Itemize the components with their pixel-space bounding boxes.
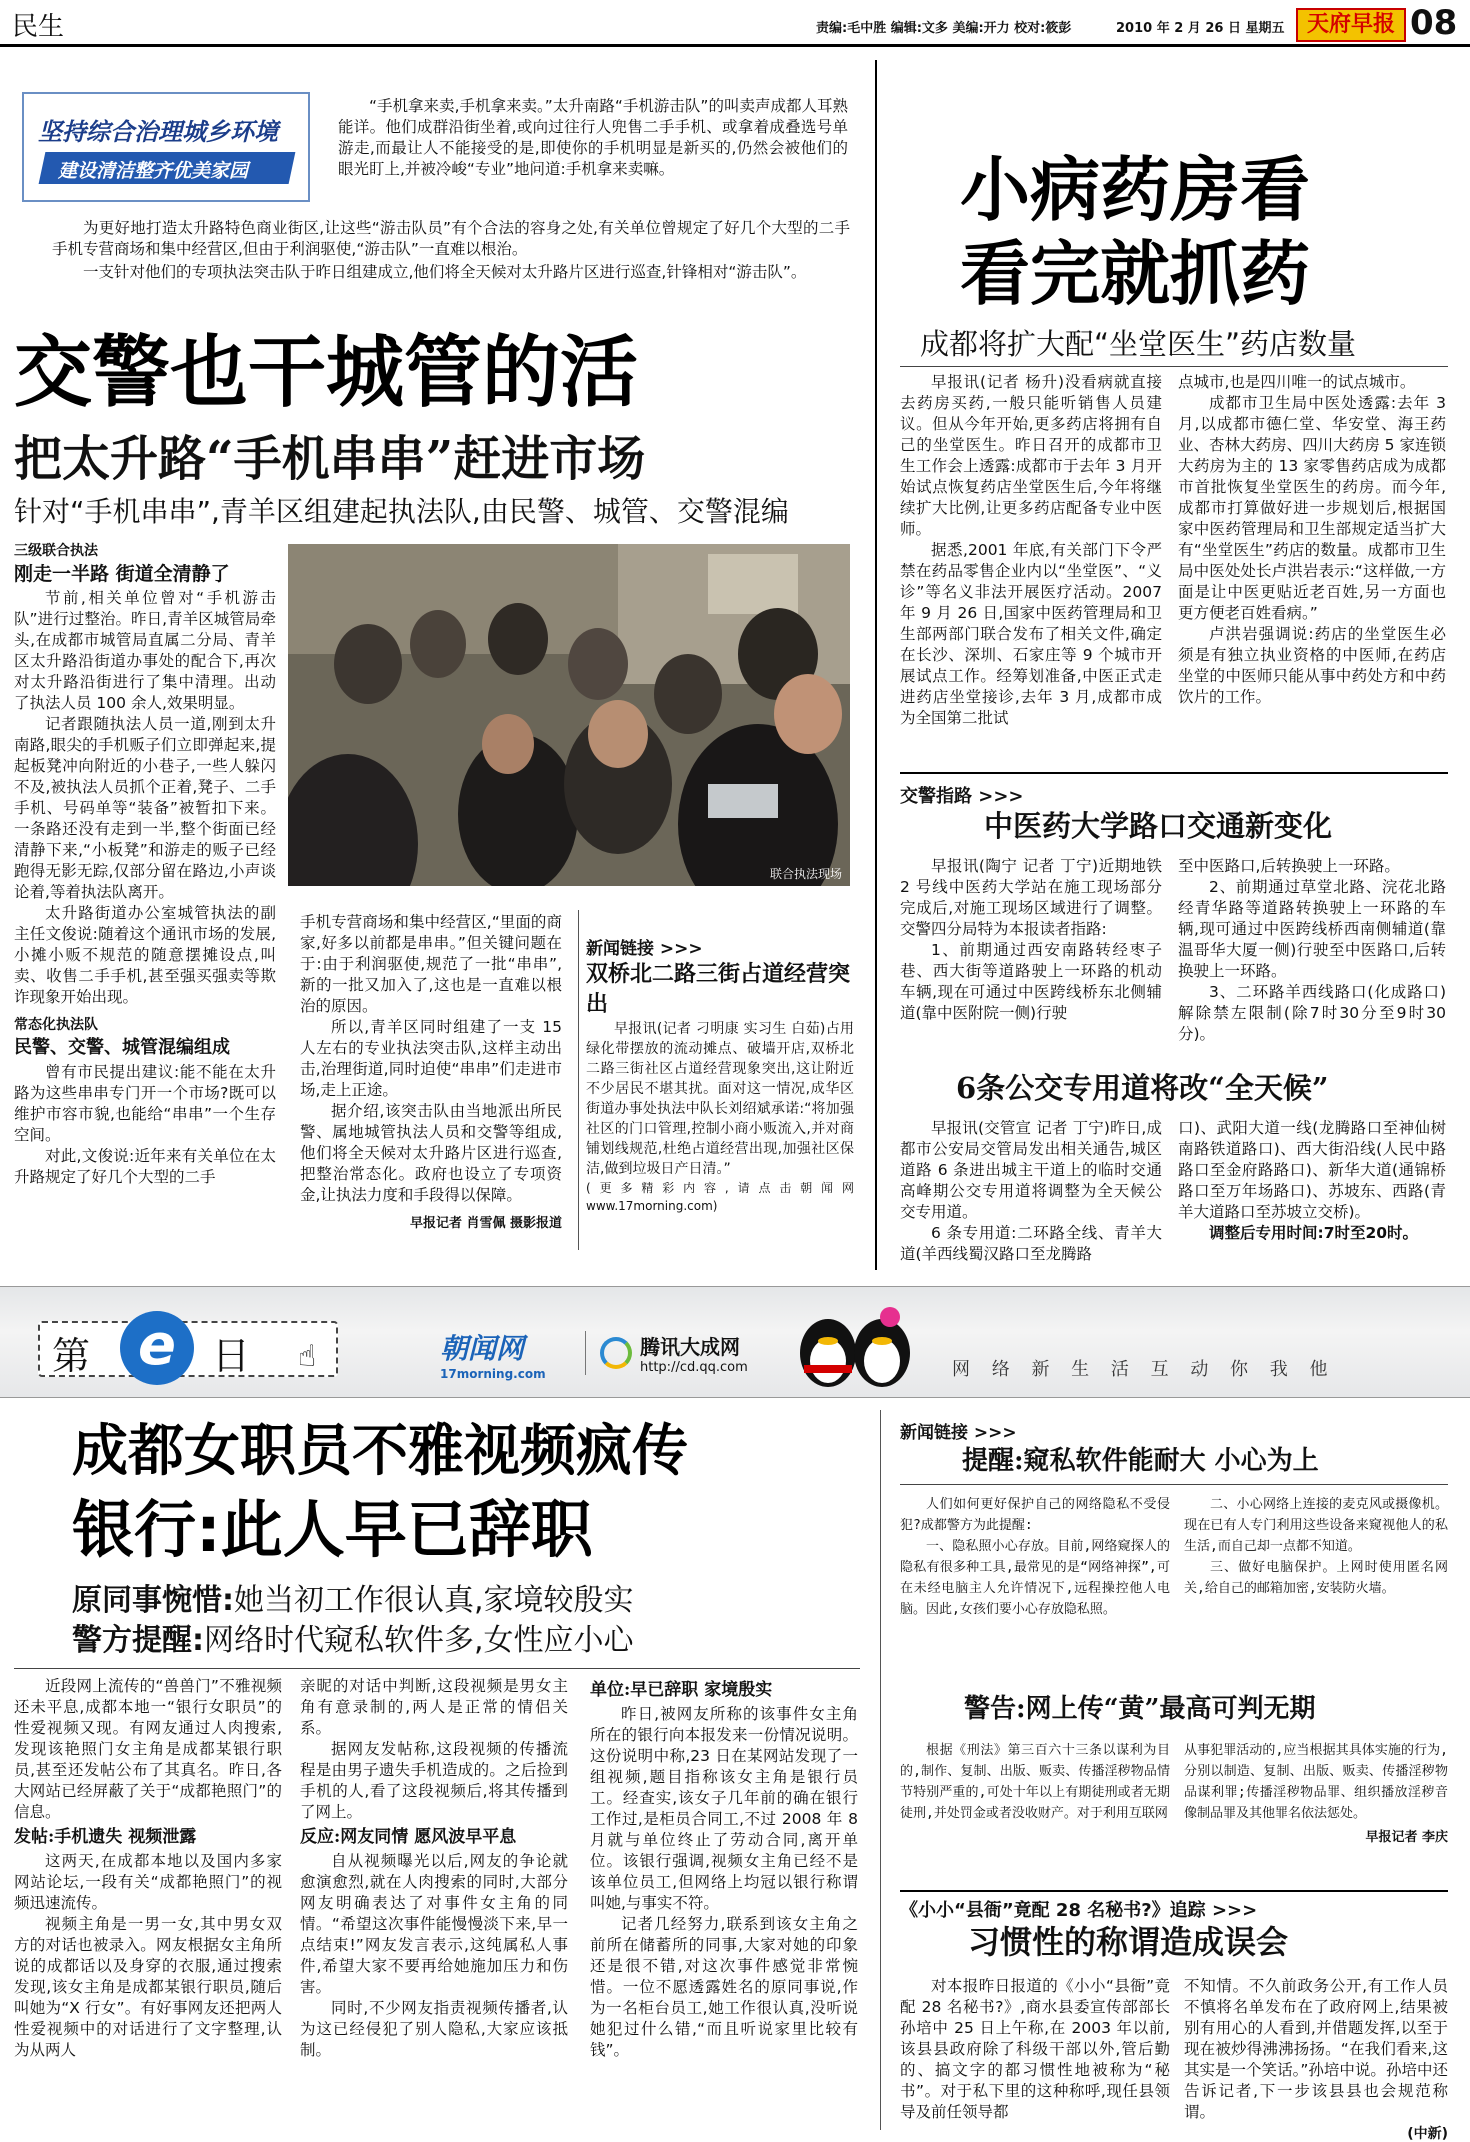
site1-name: 朝闻网 xyxy=(440,1332,525,1365)
story3-deck-1 xyxy=(72,1582,634,1620)
col2-body2: 所以,青羊区同时组建了一支 15 人左右的专业执法突击队,这样主动出击,治理街道,同时迫使“串串”们走进市场,走上正途。 xyxy=(300,1018,562,1099)
story3-c3b: 记者几经努力,联系到该女主角之前所在储蓄所的同事,大家对她的印象还是很不错,对这次事件感觉非常惋惜。一位不愿透露姓名的原同事说,作为一名柜台员工,她工作很认真,没听说她犯过什么错,“而且听说家里比较有钱”。 xyxy=(590,1915,858,2059)
traffic-d1: 早报讯(交管宣 记者 丁宁)昨日,成都市公安局交管局发出相关通告,城区道路 6 条进出城主干道上的临时交通高峰期公交专用道将调整为全天候公交专用道。 xyxy=(900,1119,1162,1221)
warn-col1 xyxy=(900,1740,1170,1824)
site2-logo[interactable] xyxy=(640,1331,800,1375)
sec1-kicker: 三级联合执法 xyxy=(14,543,98,559)
story3-col1 xyxy=(14,1676,282,2061)
story3-c2: 亲昵的对话中判断,这段视频是男女主角有意录制的,两人是正常的情侣关系。 xyxy=(300,1677,568,1737)
news-link-1 xyxy=(586,934,854,1215)
sec2-body: 曾有市民提出建议:能不能在太升路为这些串串专门开一个市场?既可以维护市容市貌,也能给“串串”一个生存空间。 xyxy=(14,1063,276,1144)
col-divider-1 xyxy=(578,910,579,1250)
qq-swirl-icon xyxy=(600,1337,632,1369)
story3-c2-head: 反应:网友同情 愿风波早平息 xyxy=(300,1827,517,1847)
brand-logo xyxy=(1296,8,1406,42)
e-logo-letter: e xyxy=(138,1313,176,1378)
hand-cursor-icon: ☝ xyxy=(298,1339,317,1374)
story3-c2c: 自从视频曝光以后,网友的争论就愈演愈烈,就在人肉搜索的同时,大部分网友明确表达了对事件女主角的同情。“希望这次事件能慢慢淡下来,早一点结束!”网友发言表示,这纯属私人事件,希望大家不要再给她施加压力和伤害。 xyxy=(300,1852,568,1996)
story3-headline-1: 成都女职员不雅视频疯传 xyxy=(72,1419,688,1484)
story2-col1 xyxy=(900,372,1162,729)
story3-col2 xyxy=(300,1676,568,2061)
story3-c2b: 据网友发帖称,这段视频的传播流程是由男子遗失手机造成的。之后捡到手机的人,看了这段视频后,将其传播到了网上。 xyxy=(300,1740,568,1821)
e-day-left: 第 xyxy=(52,1334,91,1378)
header-date: 2010 年 2 月 26 日 星期五 xyxy=(1116,21,1285,36)
e-day-banner xyxy=(0,1286,1470,1398)
link2-c1b: 一、隐私照小心存放。目前,网络窥探人的隐私有很多种工具,最常见的是“网络神探”,可在未经电脑主人允许情况下,远程操控他人电脑。因此,女孩们要小心存放隐私照。 xyxy=(900,1539,1170,1617)
vertical-divider-bottom xyxy=(880,1410,881,2130)
story1-headline: 交警也干城管的活 xyxy=(14,328,639,418)
traffic-title-2: 6条公交专用道将改“全天候” xyxy=(956,1071,1329,1105)
traffic-top-rule xyxy=(900,772,1448,774)
site2-url: http://cd.qq.com xyxy=(640,1360,748,1375)
warn-title: 警告:网上传“黄”最高可判无期 xyxy=(964,1694,1316,1724)
traffic-c4: 2、前期通过草堂北路、浣花北路经青华路等道路转换驶上一环路的车辆,现可通过中医跨线桥西南侧辅道(靠温哥华大厦一侧)行驶至中医路口,后转换驶上一环路。 xyxy=(1178,878,1446,980)
warn-col2 xyxy=(1184,1740,1448,1845)
sec2-head: 民警、交警、城管混编组成 xyxy=(14,1037,230,1058)
deck1-val: 她当初工作很认真,家境较殷实 xyxy=(234,1583,634,1618)
story1-byline: 早报记者 肖雪佩 摄影报道 xyxy=(409,1216,562,1231)
story4-label: 《小小“县衙”竟配 28 名秘书?》追踪 >>> xyxy=(900,1900,1258,1921)
header-editors: 责编:毛中胜 编辑:文多 美编:开力 校对:筱彭 xyxy=(816,21,1072,36)
story3-col3 xyxy=(590,1676,858,2061)
link2-c2b: 三、做好电脑保护。上网时使用匿名网关,给自己的邮箱加密,安装防火墙。 xyxy=(1184,1560,1448,1596)
story4-source: (中新) xyxy=(1407,2126,1448,2142)
traffic-c1: 早报讯(陶宁 记者 丁宁)近期地铁 2 号线中医药大学站在施工现场部分完成后,对施工现场区域进行了调整。交警四分局特为本报读者指路: xyxy=(900,857,1162,938)
crowd-photo-illustration xyxy=(288,544,850,886)
sec2-body2: 对此,文俊说:近年来有关单位在太升路规定了好几个大型的二手 xyxy=(14,1147,276,1186)
banner-sep xyxy=(585,1331,586,1375)
campaign-line1: 坚持综合治理城乡环境 xyxy=(38,118,278,146)
sec1-body3: 太升路街道办公室城管执法的副主任文俊说:随着这个通讯市场的发展,小摊小贩不规范的随意摆摊设点,叫卖、收售二手手机,甚至强买强卖等欺诈现象开始出现。 xyxy=(14,904,276,1006)
story2-deck-rule xyxy=(900,366,1448,367)
link2-label: 新闻链接 >>> xyxy=(900,1423,1017,1443)
traffic-c2: 1、前期通过西安南路转经枣子巷、西大街等道路驶上一环路的机动车辆,现在可通过中医跨线桥东北侧辅道(靠中医附院一侧)行驶 xyxy=(900,941,1162,1022)
warn-byline: 早报记者 李庆 xyxy=(1365,1830,1448,1845)
page-number: 08 xyxy=(1410,3,1458,43)
site2-name: 腾讯大成网 xyxy=(640,1335,740,1359)
link2-col2 xyxy=(1184,1494,1448,1599)
story3-c2d: 同时,不少网友指责视频传播者,认为这已经侵犯了别人隐私,大家应该抵制。 xyxy=(300,1999,568,2059)
story1-col2 xyxy=(300,912,562,1231)
story1-lede-3: 一支针对他们的专项执法突击队于昨日组建成立,他们将全天候对太升路片区进行巡查,针锋相对“游击队”。 xyxy=(83,263,807,281)
story4-c1: 对本报昨日报道的《小小“县衙”竟配 28 名秘书?》,商水县委宣传部部长孙培中 25 日上午称,在 2003 年以前,该县县政府除了科级干部以外,管后勤的、搞文字的都习惯性地被称为“秘书”。对于私下里的这种称呼,现任县领导及前任领导都 xyxy=(900,1977,1170,2121)
traffic-d3: 口)、武阳大道一线(龙腾路口至神仙树南路铁道路口)、西大街沿线(人民中路路口至金府路路口)、新华大道(通锦桥路口至万年场路口)、苏坡东、西路(青羊大道路口至苏坡立交桥)。 xyxy=(1178,1119,1446,1221)
link1-label: 新闻链接 >>> xyxy=(586,939,703,959)
deck1-key: 原同事惋惜: xyxy=(72,1583,234,1618)
campaign-badge xyxy=(22,92,310,202)
photo-caption: 联合执法现场 xyxy=(769,867,842,881)
banner-slogan: 网 络 新 生 活 互 动 你 我 他 xyxy=(952,1359,1336,1380)
section-label: 民生 xyxy=(12,12,65,42)
traffic-d2: 6 条专用道:二环路全线、青羊大道(羊西线蜀汉路口至龙腾路 xyxy=(900,1224,1162,1263)
traffic-col4 xyxy=(1178,1118,1446,1244)
story3-c1-head: 发帖:手机遗失 视频泄露 xyxy=(14,1827,197,1847)
sec1-head: 刚走一半路 街道全清静了 xyxy=(14,563,230,585)
story3-deck-2 xyxy=(72,1622,634,1660)
story1-deck: 针对“手机串串”,青羊区组建起执法队,由民警、城管、交警混编 xyxy=(14,495,789,528)
story4-col2 xyxy=(1184,1976,1448,2142)
story1-subtitle: 把太升路“手机串串”赶进市场 xyxy=(14,431,646,487)
header-rule xyxy=(0,44,1470,47)
link1-title: 双桥北二路三街占道经营突出 xyxy=(586,961,851,1017)
header-bar xyxy=(0,0,1470,46)
story2-c2: 据悉,2001 年底,有关部门下令严禁在药品零售企业内以“坐堂医”、“义诊”等名义非法开展医疗活动。2007 年 9 月 26 日,国家中医药管理局和卫生部两部门联合发布了相关文件,确定在长沙、深圳、石家庄等 9 个城市开展试点工作。经筹划准备,中医正式走进药店坐堂接诊,去年 3 月,成都市成为全国第二批试 xyxy=(900,541,1162,727)
story2-deck: 成都将扩大配“坐堂医生”药店数量 xyxy=(920,327,1357,361)
traffic-d4: 调整后专用时间:7时至20时。 xyxy=(1209,1224,1419,1242)
story2-c3: 点城市,也是四川唯一的试点城市。 xyxy=(1178,373,1416,391)
link1-body: 早报讯(记者 刁明康 实习生 白茹)占用绿化带摆放的流动摊点、破墙开店,双桥北二路三街社区占道经营现象突出,这让附近不少居民不堪其扰。面对这一情况,成华区街道办事处执法中队长刘绍斌承诺:“将加强社区的门口管理,控制小商小贩流入,并对商铺划线规范,杜绝占道经营出现,加强社区保洁,做到垃圾日产日清。” xyxy=(586,1021,854,1177)
traffic-label: 交警指路 >>> xyxy=(900,786,1024,807)
story2-c5: 卢洪岩强调说:药店的坐堂医生必须是有独立执业资格的中医师,在药店坐堂的中医师只能从事中药处方和中药饮片的工作。 xyxy=(1178,625,1446,706)
site1-logo[interactable] xyxy=(440,1327,580,1381)
link2-title-rule xyxy=(900,1484,1448,1485)
deck2-key: 警方提醒: xyxy=(72,1623,204,1658)
traffic-title: 中医药大学路口交通新变化 xyxy=(984,809,1333,843)
sec1-body: 节前,相关单位曾对“手机游击队”进行过整治。昨日,青羊区城管局牵头,在成都市城管局直属二分局、青羊区太升路沿街道办事处的配合下,再次对太升路沿街进行了集中清理。出动了执法人员 100 余人,效果明显。 xyxy=(14,589,276,712)
story4-c2: 不知情。不久前政务公开,有工作人员不慎将名单发布在了政府网上,结果被别有用心的人看到,并借题发挥,以至于现在被炒得沸沸扬扬。“在我们看来,这其实是一个笑话。”孙培中说。孙培中还告诉记者,下一步该县县也会规范称谓。 xyxy=(1184,1977,1448,2121)
e-logo-circle xyxy=(120,1311,194,1385)
story1-lede-1: “手机拿来卖,手机拿来卖。”太升南路“手机游击队”的叫卖声成都人耳熟能详。他们成群沿街坐着,或向过往行人兜售二手手机、或拿着成叠选号单游走,而最让人不能接受的是,即使你的手机明显是新买的,仍然会被他们的眼光盯上,并被冷峻“专业”地问道:手机拿来卖嘛。 xyxy=(338,97,848,178)
traffic-col2 xyxy=(1178,856,1446,1045)
story1-col1 xyxy=(14,540,276,1188)
story3-c1b: 这两天,在成都本地以及国内多家网站论坛,一段有关“成都艳照门”的视频迅速流传。 xyxy=(14,1852,282,1912)
warn-c1: 根据《刑法》第三百六十三条以谋利为目的,制作、复制、出版、贩卖、传播淫秽物品情节特别严重的,可处十年以上有期徒刑或者无期徒刑,并处罚金或者没收财产。对于利用互联网 xyxy=(900,1743,1170,1821)
enforcement-photo xyxy=(288,544,850,886)
story2-headline-1: 小病药房看 xyxy=(960,149,1310,231)
story4-col1 xyxy=(900,1976,1170,2123)
link1-more[interactable]: (更多精彩内容,请点击朝闻网 www.17morning.com) xyxy=(586,1181,854,1213)
site1-url: 17morning.com xyxy=(440,1367,546,1381)
story3-c1c: 视频主角是一男一女,其中男女双方的对话也被录入。网友根据女主角所说的成都话以及身穿的衣服,通过搜索发现,该女主角是成都某银行职员,随后叫她为“X 行女”。有好事网友还把两人性爱视频中的对话进行了文字整理,认为从两人 xyxy=(14,1915,282,2059)
sec2-kicker: 常态化执法队 xyxy=(14,1017,98,1033)
warn-c2: 从事犯罪活动的,应当根据其具体实施的行为,分别以制造、复制、出版、贩卖、传播淫秽物品谋利罪;传播淫秽物品罪、组织播放淫秽音像制品罪及其他罪名依法惩处。 xyxy=(1184,1743,1448,1821)
story2-c1: 早报讯(记者 杨升)没看病就直接去药房买药,一般只能听销售人员建议。但从今年开始,更多药店将拥有自己的坐堂医生。昨日召开的成都市卫生工作会上透露:成都市于去年 3 月开始试点恢复药店坐堂医生后,今年将继续扩大比例,让更多药店配备专业中医师。 xyxy=(900,373,1162,538)
story1-lede-2: 为更好地打造太升路特色商业街区,让这些“游击队员”有个合法的容身之处,有关单位曾规定了好几个大型的二手手机专营商场和集中经营区,但由于利润驱使,“游击队”一直难以根治。 xyxy=(52,219,850,258)
deck2-val: 网络时代窥私软件多,女性应小心 xyxy=(204,1623,634,1658)
col2-body: 手机专营商场和集中经营区,“里面的商家,好多以前都是串串。”但关键问题在于:由于利润驱使,规范了一批“串串”,新的一批又加入了,这也是一直难以根治的原因。 xyxy=(300,913,562,1015)
sec1-body2: 记者跟随执法人员一道,刚到太升南路,眼尖的手机贩子们立即弹起来,提起板凳冲向附近的小巷子,一些人躲闪不及,被执法人员抓个正着,凳子、二手手机、号码单等“装备”被暂扣下来。一条路还没有走到一半,整个街面已经清静下来,“小板凳”和游走的贩子已经跑得无影无踪,仅部分留在路边,小声谈论着,等着执法队离开。 xyxy=(14,715,276,901)
story2-c4: 成都市卫生局中医处透露:去年 3 月,以成都市德仁堂、华安堂、海王药业、杏林大药房、四川大药房 5 家连锁大药房为主的 13 家零售药店成为成都市首批恢复坐堂医生的药房。而今年,成都市打算做好进一步规划后,根据国家中医药管理局和卫生部规定适当扩大有“坐堂医生”药店的数量。成都市卫生局中医处处长卢洪岩表示:“这样做,一方面是让中医更贴近老百姓,另一方面也更方便老百姓看病。” xyxy=(1178,394,1446,622)
story3-headline-2: 银行:此人早已辞职 xyxy=(72,1493,593,1566)
story3-c3-head: 单位:早已辞职 家境殷实 xyxy=(590,1680,773,1700)
story3-c3: 昨日,被网友所称的该事件女主角所在的银行向本报发来一份情况说明。这份说明中称,23 日在某网站发现了一组视频,题目指称该女主角是银行员工。经查实,该女子几年前的确在银行工作过,是柜员合同工,不过 2008 年 8 月就与单位终止了劳动合同,离开单位。该银行强调,视频女主角已经不是该单位员工,但网络上均冠以银行称谓叫她,与事实不符。 xyxy=(590,1705,858,1912)
link2-c1: 人们如何更好保护自己的网络隐私不受侵犯?成都警方为此提醒: xyxy=(900,1497,1170,1533)
col2-body3: 据介绍,该突击队由当地派出所民警、属地城管执法人员和交警等组成,他们将全天候对太升路片区进行巡查,把整治常态化。政府也设立了专项资金,让执法力度和手段得以保障。 xyxy=(300,1102,562,1204)
story2-col2 xyxy=(1178,372,1446,708)
brand-name: 天府早报 xyxy=(1306,12,1395,37)
story4-top-rule xyxy=(900,1890,1448,1892)
penguin-mascots-icon xyxy=(790,1295,920,1395)
traffic-col1 xyxy=(900,856,1162,1024)
campaign-line2: 建设清洁整齐优美家园 xyxy=(58,160,249,182)
story3-c1: 近段网上流传的“兽兽门”不雅视频还未平息,成都本地一“银行女职员”的性爱视频又现。有网友通过人肉搜索,发现该艳照门女主角是成都某银行职员,甚至还发帖公布了其真名。昨日,各大网站已经屏蔽了关于“成都艳照门”的信息。 xyxy=(14,1677,282,1821)
story2-headline-2: 看完就抓药 xyxy=(960,233,1310,315)
traffic-c5: 3、二环路羊西线路口(化成路口)解除禁左限制(除7时30分至9时30分)。 xyxy=(1178,983,1446,1043)
vertical-divider-top xyxy=(875,60,877,1270)
story3-deck-rule xyxy=(14,1668,860,1669)
story4-title: 习惯性的称谓造成误会 xyxy=(968,1923,1289,1961)
link2-title: 提醒:窥私软件能耐大 小心为上 xyxy=(962,1446,1319,1476)
e-day-right: 日 xyxy=(212,1334,251,1378)
link2-c2: 二、小心网络上连接的麦克风或摄像机。现在已有人专门利用这些设备来窥视他人的私生活,而自己却一点都不知道。 xyxy=(1184,1497,1448,1554)
traffic-c3: 至中医路口,后转换驶上一环路。 xyxy=(1178,857,1400,875)
link2-col1 xyxy=(900,1494,1170,1620)
traffic-col3 xyxy=(900,1118,1162,1265)
